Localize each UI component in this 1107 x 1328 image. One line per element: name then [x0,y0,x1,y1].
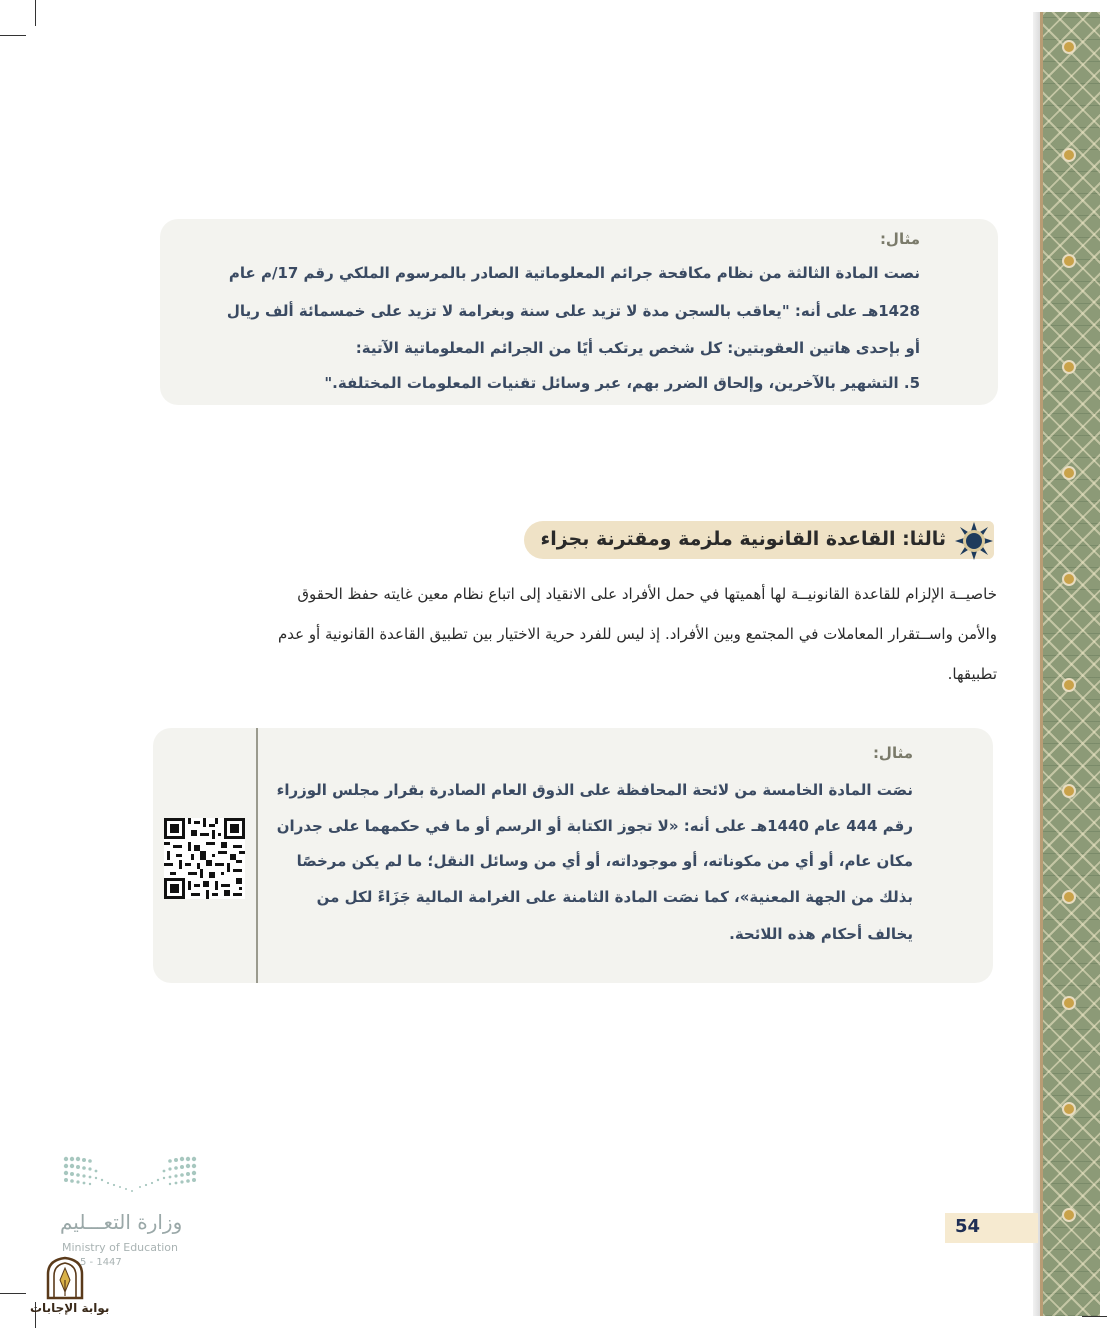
example-line: بذلك من الجهة المعنية»، كما نصَت المادة الثامنة على الغرامة المالية جَزَاءً لكل من [316,888,913,906]
example-line: يخالف أحكام هذه اللائحة. [729,925,913,943]
example-box [160,219,998,405]
ornament-dot [1064,786,1074,796]
portal-logo-icon [44,1256,86,1300]
body-paragraph-line: تطبيقها. [947,665,997,683]
qr-code[interactable] [164,818,245,899]
ministry-logo-icon [62,1155,198,1197]
body-paragraph-line: خاصيــة الإلزام للقاعدة القانونيــة لها أهميتها في حمل الأفراد على الانقياد إلى اتباع نظام معين غايته حفظ الحقوق [297,585,997,603]
ornament-dot [1064,42,1074,52]
page-number: 54 [955,1216,981,1237]
example-line: نصَت المادة الخامسة من لائحة المحافظة على الذوق العام الصادرة بقرار مجلس الوزراء [276,781,913,799]
ornament-dot [1064,998,1074,1008]
ministry-name-arabic: وزارة التعـــليم [60,1210,183,1234]
trim-mark [1082,1316,1107,1317]
ornament-dot [1064,892,1074,902]
ornament-dot [1064,468,1074,478]
trim-mark [0,1293,26,1294]
ornament-dot [1064,680,1074,690]
example-line: أو بإحدى هاتين العقوبتين: كل شخص يرتكب أيًا من الجرائم المعلوماتية الآتية: [355,339,920,357]
sun-ornament-icon [954,521,994,561]
example-line: مكان عام، أو أي من مكوناته، أو موجوداته، أو أي من وسائل النقل؛ ما لم يكن مرخصًا [296,852,913,870]
ornament-dot [1064,1210,1074,1220]
example-title: مثال: [879,230,920,248]
ornament-dot [1064,256,1074,266]
example-box [153,728,993,983]
ornament-dot [1064,1104,1074,1114]
ornamental-border [1040,12,1100,1316]
qr-divider [256,728,258,983]
ministry-year: 5 - 1447 [80,1257,122,1268]
trim-mark [35,0,36,26]
section-heading-text: ثالثا: القاعدة القانونية ملزمة ومقترنة بجزاء [540,528,946,550]
example-line: نصت المادة الثالثة من نظام مكافحة جرائم المعلوماتية الصادر بالمرسوم الملكي رقم 17/م عام [228,264,920,282]
trim-mark [0,35,26,36]
body-paragraph-line: والأمن واســتقرار المعاملات في المجتمع وبين الأفراد. إذ ليس للفرد حرية الاختيار بين تطبيق القاعدة القانونية أو عدم [277,625,997,643]
ornament-dot [1064,574,1074,584]
ministry-name-english: Ministry of Education [62,1241,179,1254]
ornament-dot [1064,150,1074,160]
example-line: 1428هـ على أنه: "يعاقب بالسجن مدة لا تزيد على سنة وبغرامة لا تزيد على خمسمائة ألف ريال [226,302,920,320]
ornament-dot [1064,362,1074,372]
portal-name: بوابة الإجابات [30,1301,110,1315]
section-heading [524,521,994,559]
example-line: 5. التشهير بالآخرين، وإلحاق الضرر بهم، عبر وسائل تقنيات المعلومات المختلفة." [324,374,920,392]
example-line: رقم 444 عام 1440هـ على أنه: «لا تجوز الكتابة أو الرسم أو ما في حكمهما على جدران [276,817,913,835]
example-title: مثال: [872,744,913,762]
